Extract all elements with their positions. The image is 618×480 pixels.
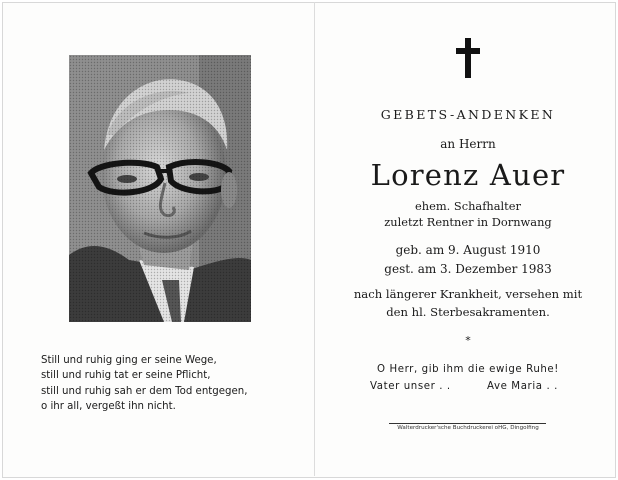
- birth-date: geb. am 9. August 1910: [395, 243, 541, 257]
- prayer-line: O Herr, gib ihm die ewige Ruhe!: [376, 364, 559, 375]
- vater-unser-text: Vater unser . .: [370, 381, 451, 392]
- card-heading: GEBETS-ANDENKEN: [380, 107, 556, 122]
- portrait-photo: [69, 55, 251, 322]
- illness-line-2: den hl. Sterbesakramenten.: [386, 305, 550, 319]
- poem-line: o ihr all, vergeßt ihn nicht.: [41, 400, 176, 412]
- printer-rule: [389, 423, 546, 424]
- printer-imprint: Walterdrucker'sche Buchdruckerei oHG, Dingolfing: [397, 425, 539, 431]
- death-date: gest. am 3. Dezember 1983: [384, 262, 552, 276]
- occupation-line-1: ehem. Schafhalter: [415, 199, 521, 213]
- portrait-image: [69, 55, 251, 322]
- poem-line: still und ruhig tat er seine Pflicht,: [41, 370, 211, 382]
- poem-line: still und ruhig sah er dem Tod entgegen,: [41, 385, 248, 397]
- ave-maria-text: Ave Maria . .: [487, 381, 558, 392]
- poem-line: Still und ruhig ging er seine Wege,: [41, 355, 217, 366]
- occupation-line-2: zuletzt Rentner in Dornwang: [384, 215, 552, 229]
- deceased-name: Lorenz Auer: [370, 158, 566, 192]
- an-herrn-text: an Herrn: [440, 137, 496, 151]
- fold-line: [314, 2, 315, 476]
- memorial-poem: [41, 353, 311, 414]
- latin-cross-icon: [456, 38, 480, 78]
- illness-line-1: nach längerer Krankheit, versehen mit: [353, 287, 583, 301]
- star-separator: *: [465, 334, 471, 347]
